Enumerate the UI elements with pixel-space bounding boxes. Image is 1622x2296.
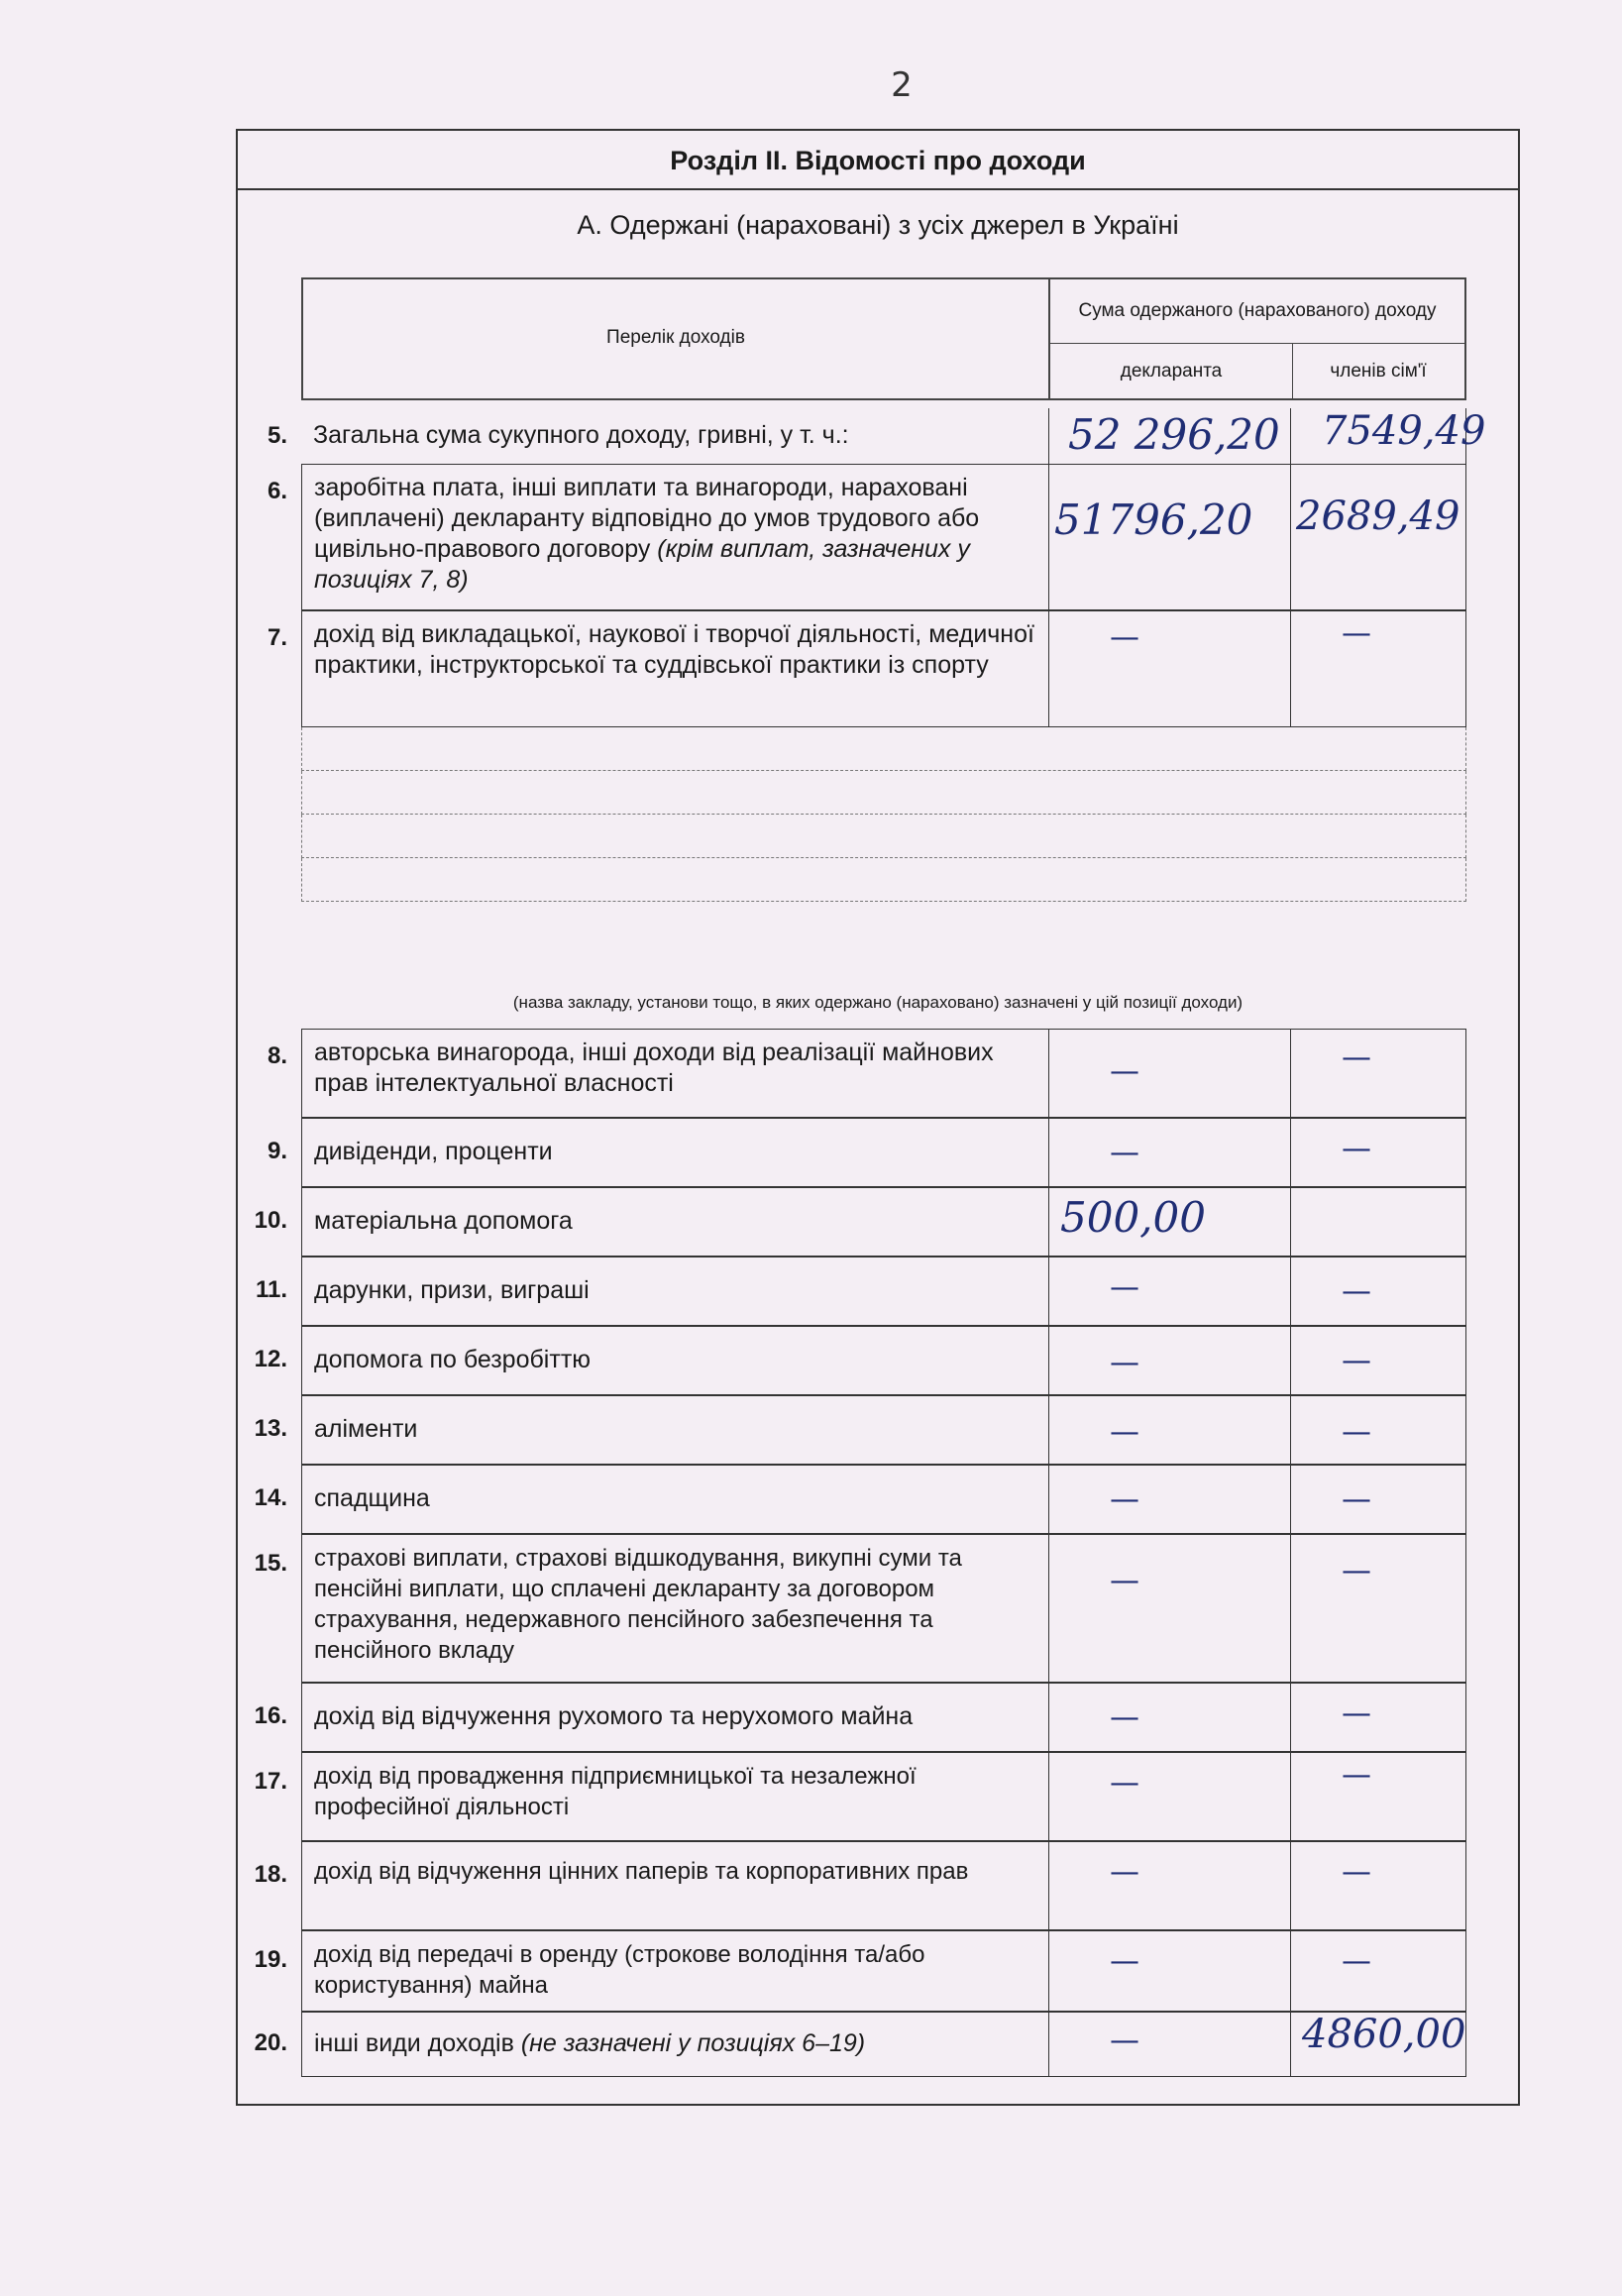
table-row: 20. інші види доходів (не зазначені у позиціях 6–19) — 4860,00 <box>238 2012 1518 2077</box>
table-row: 19. дохід від передачі в оренду (строкове володіння та/або користування) майна — — <box>238 1930 1518 2012</box>
table-row: 17. дохід від провадження підприємницької та незалежної професійної діяльності — — <box>238 1752 1518 1841</box>
declarant-value: 500,00 <box>1060 1193 1206 1242</box>
table-row: 6. заробітна плата, інші виплати та винагороди, нараховані (виплачені) декларанту відповідно до умов трудового або цивільно-правового договору (крім виплат, зазначених у позиціях 7, 8) 51796,20 2689,49 <box>238 464 1518 610</box>
header-sum: Сума одержаного (нарахованого) доходу <box>1050 279 1464 344</box>
table-row: 13. аліменти — — <box>238 1395 1518 1465</box>
table-row: 15. страхові виплати, страхові відшкодування, викупні суми та пенсійні виплати, що сплачені декларанту за договором страхування, недержавного пенсійного забезпечення та пенсійного вкладу — — <box>238 1534 1518 1683</box>
income-section-frame <box>236 129 1520 2106</box>
blank-line <box>301 815 1466 858</box>
header-family: членів сім'ї <box>1330 361 1427 382</box>
table-header <box>301 277 1466 400</box>
blank-line <box>301 771 1466 815</box>
table-row: 14. спадщина — — <box>238 1465 1518 1534</box>
table-row: 9. дивіденди, проценти — — <box>238 1118 1518 1187</box>
blank-line <box>301 858 1466 902</box>
table-row: 18. дохід від відчуження цінних паперів та корпоративних прав — — <box>238 1841 1518 1930</box>
table-row: 11. дарунки, призи, виграші — — <box>238 1257 1518 1326</box>
caption: (назва закладу, установи тощо, в яких одержано (нараховано) зазначені у цій позиції доходи) <box>512 993 1244 1012</box>
section-title: Розділ ІІ. Відомості про доходи <box>238 131 1518 190</box>
family-value: 7549,49 <box>1322 408 1486 454</box>
table-row: 8. авторська винагорода, інші доходи від реалізації майнових прав інтелектуальної власності — — <box>238 1029 1518 1118</box>
table-row: 7. дохід від викладацької, наукової і творчої діяльності, медичної практики, інструкторської та суддівської практики із спорту — — <box>238 610 1518 727</box>
header-income-list: Перелік доходів <box>303 279 1050 398</box>
table-row: 10. матеріальна допомога 500,00 <box>238 1187 1518 1257</box>
family-value: 2689,49 <box>1296 493 1460 539</box>
table-row: 12. допомога по безробіттю — — <box>238 1326 1518 1395</box>
table-row: 5. Загальна сума сукупного доходу, гривні, у т. ч.: 52 296,20 7549,49 <box>238 408 1518 464</box>
blank-line <box>301 727 1466 771</box>
declarant-value: 52 296,20 <box>1068 410 1280 459</box>
header-declarant: декларанта <box>1050 343 1293 398</box>
subtitle: А. Одержані (нараховані) з усіх джерел в Україні <box>577 210 1179 240</box>
table-row: 16. дохід від відчуження рухомого та нерухомого майна — — <box>238 1683 1518 1752</box>
page-number: 2 <box>891 65 913 105</box>
declarant-value: 51796,20 <box>1054 495 1253 544</box>
family-value: 4860,00 <box>1302 2012 1466 2057</box>
